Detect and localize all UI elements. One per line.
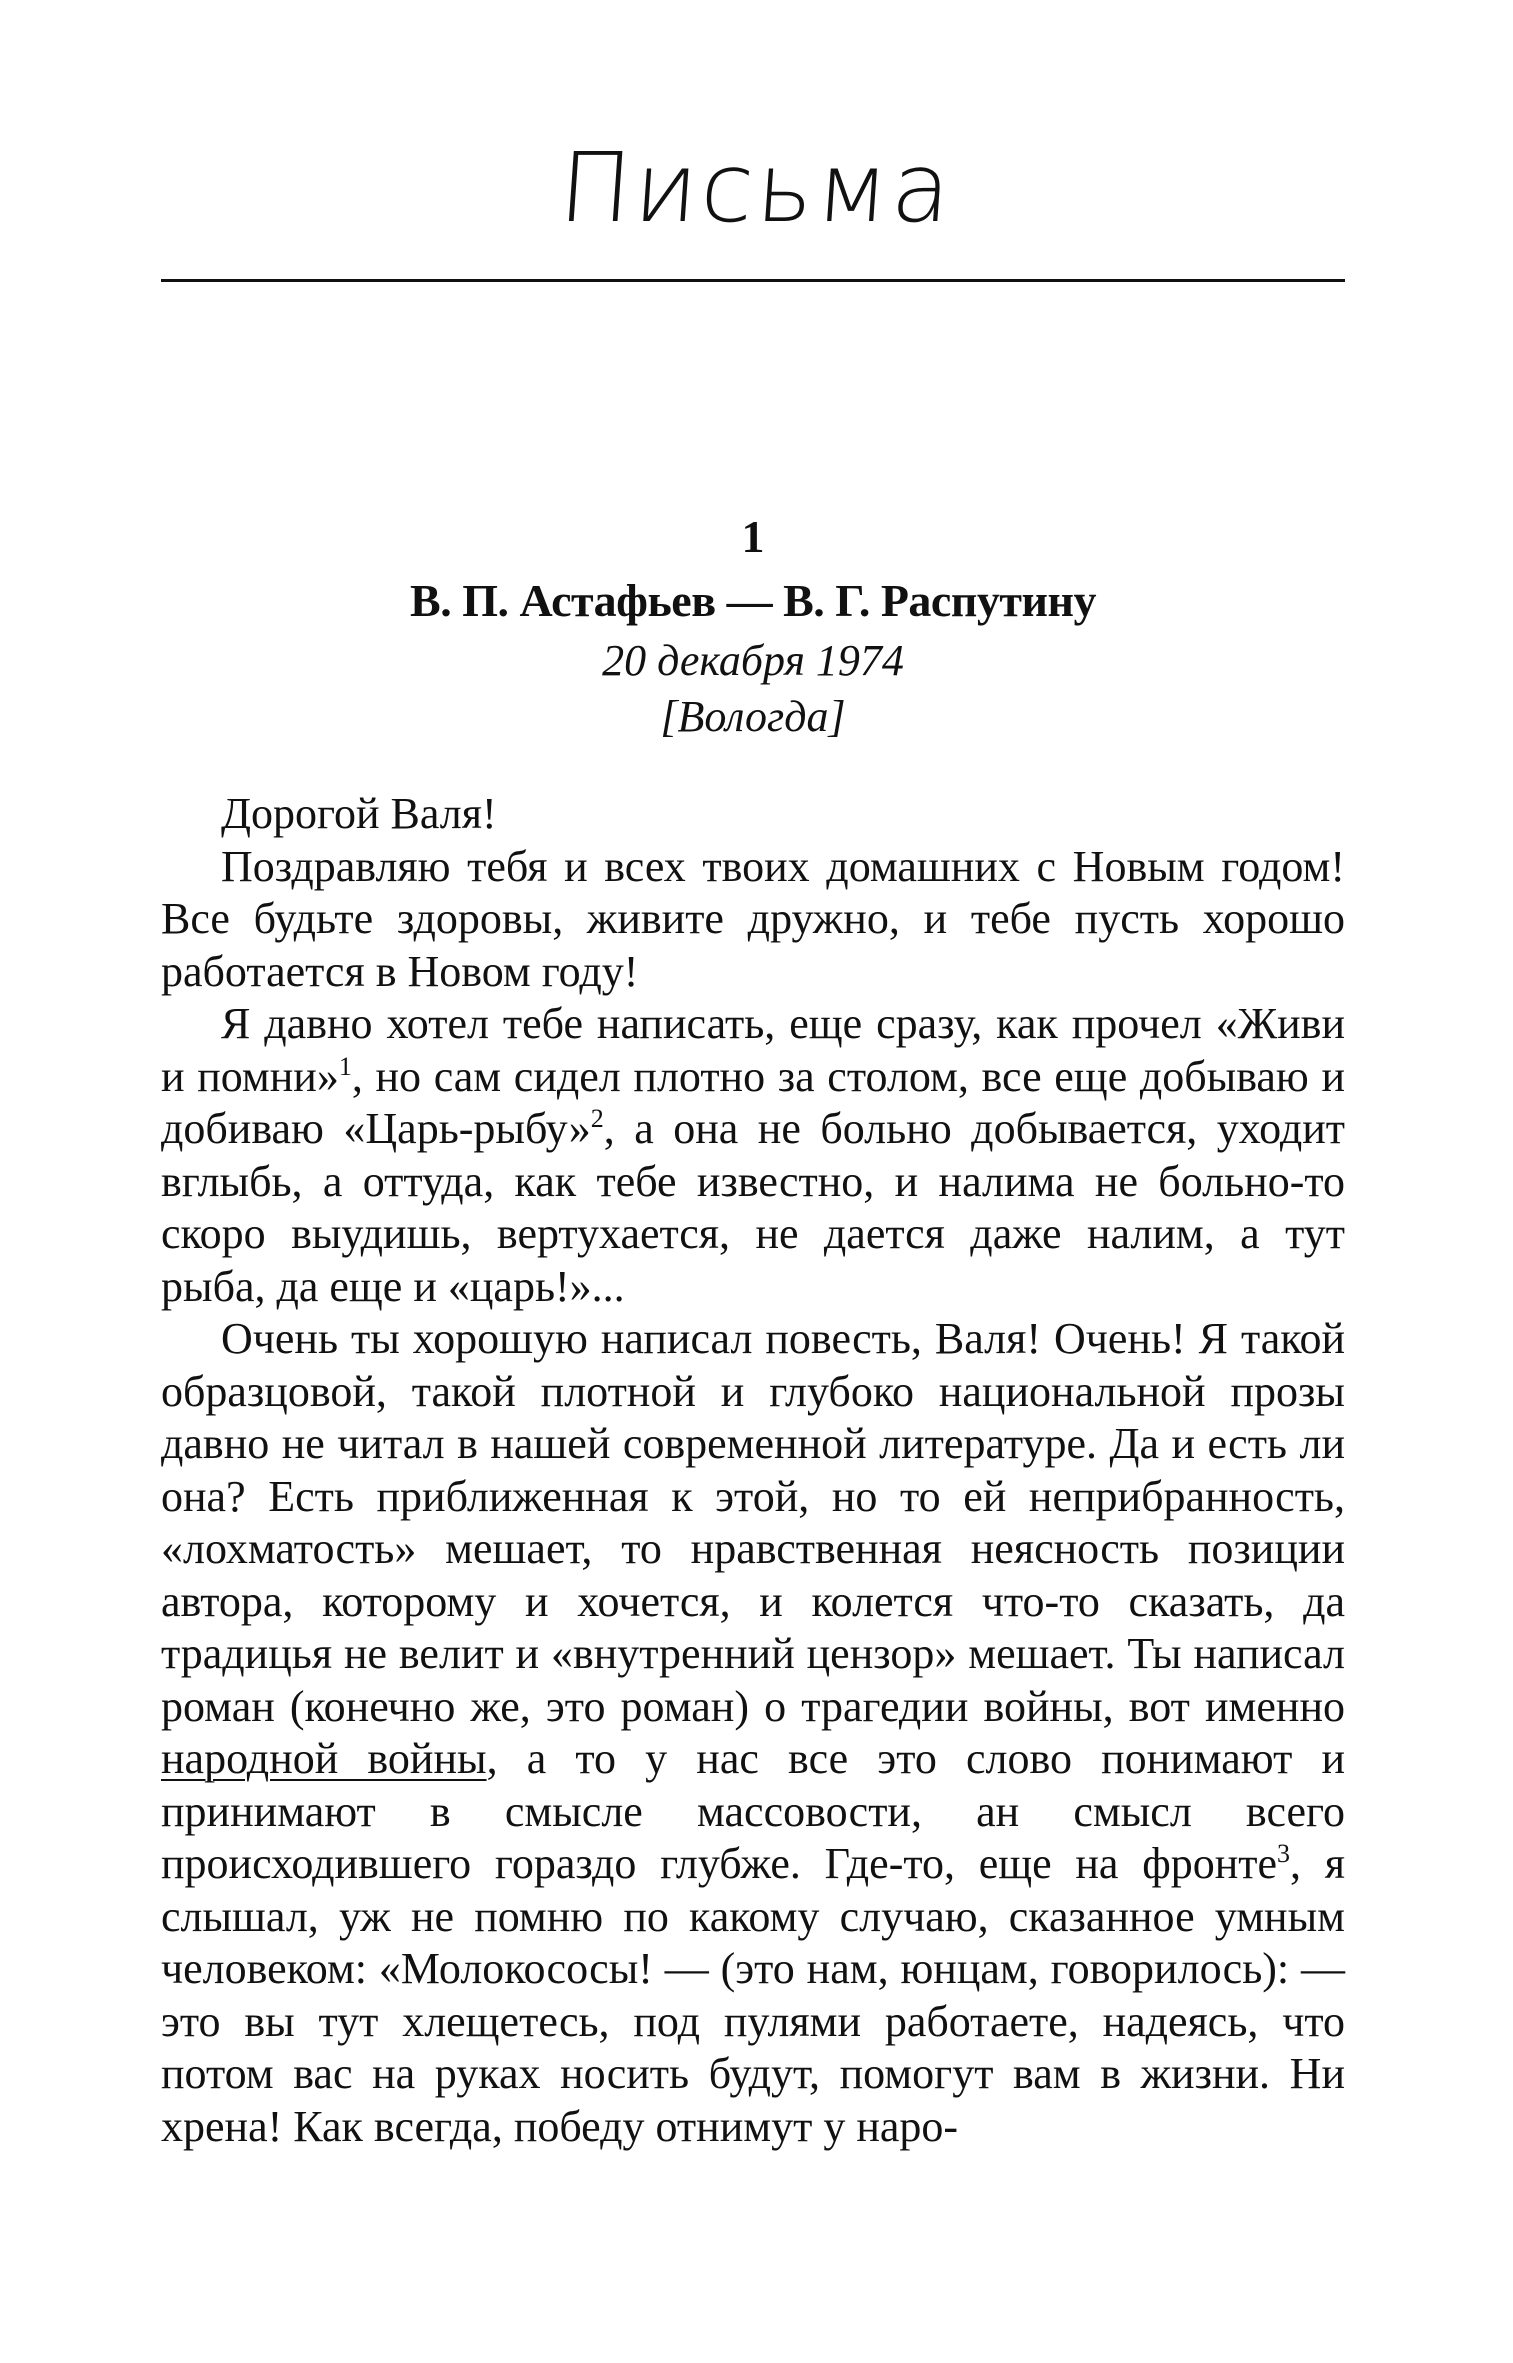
- paragraph: [161, 1313, 1345, 2153]
- letter-header: [161, 505, 1345, 745]
- letter-body: [161, 788, 1345, 2153]
- footnote-marker: 2: [590, 1104, 604, 1133]
- letter-date: 20 декабря 1974: [602, 636, 904, 685]
- letter-number: 1: [741, 511, 765, 562]
- title-rule: [161, 279, 1345, 282]
- paragraph-text: Поздравляю тебя и всех твоих домашних с Новым годом! Все будьте здоровы, живите дружно, и тебе пусть хорошо работается в Новом году!: [161, 841, 1345, 996]
- salutation-text: Дорогой Валя!: [221, 789, 497, 838]
- paragraph: [161, 998, 1345, 1313]
- paragraph-text: Очень ты хорошую написал повесть, Валя! Очень! Я такой образцовой, такой плотной и глубоко национальной прозы давно не читал в нашей современной литературе. Да и есть ли она? Есть приближенная к этой, но то ей неприбранность, «лохматость» мешает, то нравственная неясность позиции автора, которому и хочется, и колется что-то сказать, да традицья не велит и «внутренний цензор» мешает. Ты написал роман (конечно же, это роман) о трагедии войны, вот именно: [161, 1314, 1345, 1731]
- section-title: Письма: [555, 132, 958, 244]
- footnote-marker: 3: [1277, 1839, 1291, 1868]
- letter-place: [Вологда]: [660, 692, 846, 741]
- underlined-phrase: народной войны: [161, 1734, 487, 1783]
- letter-correspondents: В. П. Астафьев — В. Г. Распутину: [410, 575, 1096, 626]
- paragraph-text: , а то у нас все это слово понимают и принимают в смысле массовости, ан смысл всего происходившего гораздо глубже. Где-то, еще на фронте: [161, 1734, 1345, 1888]
- paragraph: [161, 841, 1345, 999]
- paragraph-text: Я давно хотел тебе написать, еще сразу, как прочел «Живи и помни»: [161, 999, 1345, 1101]
- paragraph-text: , а она не больно добывается, уходит вглыбь, а оттуда, как тебе известно, и налима не больно-то скоро выудишь, вертухается, не дается даже налим, а тут рыба, да еще и «царь!»...: [161, 1104, 1345, 1311]
- paragraph-text: , я слышал, уж не помню по какому случаю, сказанное умным человеком: «Молокососы! — (это нам, юнцам, говорилось): — это вы тут хлещетесь, под пулями работаете, надеясь, что потом вас на руках носить будут, помогут вам в жизни. Ни хрена! Как всегда, победу отнимут у наро-: [161, 1839, 1345, 2151]
- salutation: [161, 788, 1345, 841]
- paragraph-text: , но сам сидел плотно за столом, все еще добываю и добиваю «Царь-рыбу»: [161, 1051, 1346, 1153]
- footnote-marker: 1: [338, 1051, 352, 1081]
